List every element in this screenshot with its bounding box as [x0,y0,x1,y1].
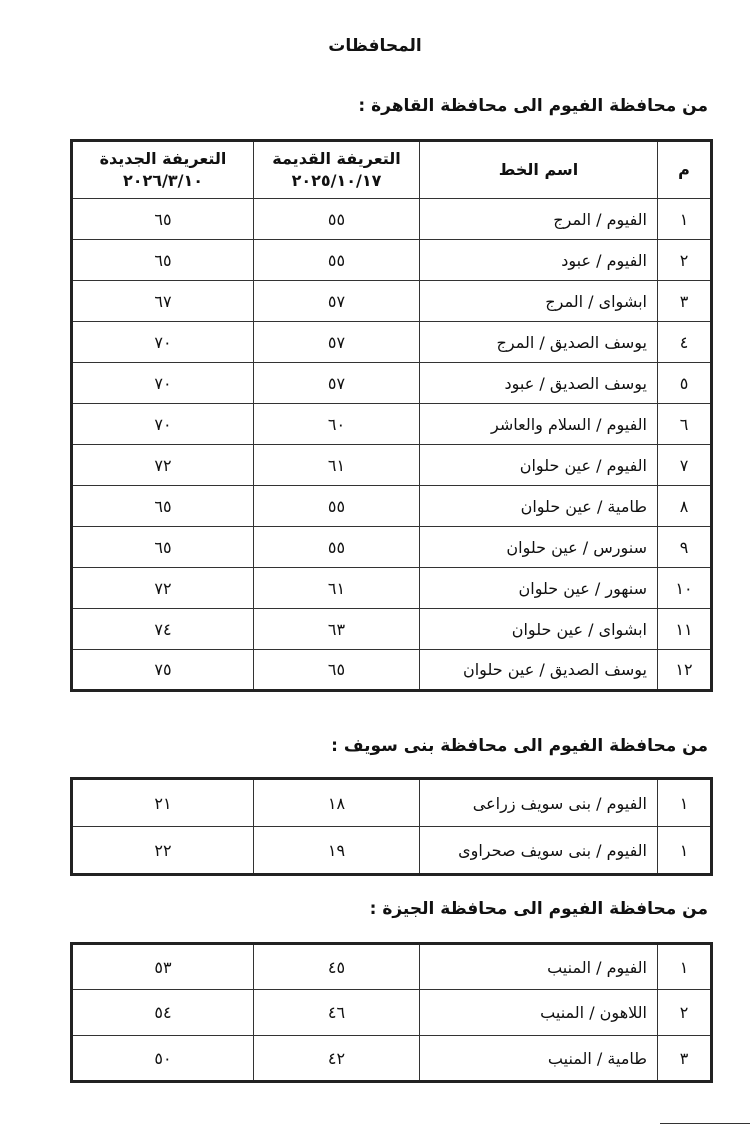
fares-table-cairo [70,139,713,692]
header-line-name: اسم الخط [420,141,658,199]
table-row [72,404,712,445]
row-number: ٩ [658,527,712,568]
header-num: م [658,141,712,199]
table-row [72,486,712,527]
header-old-fare-title: التعريفة القديمة [272,149,401,168]
new-fare: ٥٣ [72,944,254,990]
line-name: يوسف الصديق / عين حلوان [420,650,658,691]
table-row [72,609,712,650]
line-name: الفيوم / المنيب [420,944,658,990]
page-title: المحافظات [328,36,422,56]
new-fare: ٥٠ [72,1036,254,1082]
old-fare: ٦٣ [254,609,420,650]
table-row [72,944,712,990]
new-fare: ٦٥ [72,199,254,240]
line-name: اللاهون / المنيب [420,990,658,1036]
row-number: ١ [658,779,712,827]
old-fare: ٥٧ [254,281,420,322]
row-number: ٦ [658,404,712,445]
new-fare: ٧٥ [72,650,254,691]
header-new-fare-date: ٢٠٢٦/٣/١٠ [122,171,204,190]
old-fare: ٤٢ [254,1036,420,1082]
fares-table-giza [70,942,713,1083]
old-fare: ٦٥ [254,650,420,691]
new-fare: ٦٥ [72,527,254,568]
new-fare: ٧٢ [72,568,254,609]
page-edge-line [660,1123,750,1124]
header-old-fare [254,141,420,199]
line-name: الفيوم / المرج [420,199,658,240]
line-name: يوسف الصديق / عبود [420,363,658,404]
line-name: الفيوم / السلام والعاشر [420,404,658,445]
new-fare: ٢٢ [72,827,254,875]
new-fare: ٦٥ [72,240,254,281]
old-fare: ٥٧ [254,363,420,404]
line-name: الفيوم / بنى سويف صحراوى [420,827,658,875]
row-number: ٥ [658,363,712,404]
old-fare: ٥٥ [254,527,420,568]
line-name: طامية / المنيب [420,1036,658,1082]
old-fare: ٤٦ [254,990,420,1036]
table-row [72,650,712,691]
new-fare: ٧٤ [72,609,254,650]
old-fare: ١٩ [254,827,420,875]
fares-table-beni-suef [70,777,713,876]
old-fare: ٦١ [254,568,420,609]
section-heading-beni-suef: من محافظة الفيوم الى محافظة بنى سويف : [331,736,708,756]
row-number: ٧ [658,445,712,486]
table-row [72,779,712,827]
table-row [72,322,712,363]
old-fare: ٤٥ [254,944,420,990]
row-number: ٢ [658,990,712,1036]
row-number: ٣ [658,1036,712,1082]
table-header-row [72,141,712,199]
row-number: ٣ [658,281,712,322]
old-fare: ٦١ [254,445,420,486]
old-fare: ٥٥ [254,240,420,281]
table-row [72,240,712,281]
old-fare: ٥٧ [254,322,420,363]
old-fare: ٥٥ [254,486,420,527]
line-name: الفيوم / عين حلوان [420,445,658,486]
old-fare: ٦٠ [254,404,420,445]
header-old-fare-date: ٢٠٢٥/١٠/١٧ [291,171,382,190]
section-heading-giza: من محافظة الفيوم الى محافظة الجيزة : [369,899,708,919]
line-name: ابشواى / عين حلوان [420,609,658,650]
row-number: ١١ [658,609,712,650]
old-fare: ١٨ [254,779,420,827]
row-number: ٨ [658,486,712,527]
new-fare: ٧٢ [72,445,254,486]
table-row [72,281,712,322]
row-number: ٤ [658,322,712,363]
line-name: سنهور / عين حلوان [420,568,658,609]
line-name: الفيوم / عبود [420,240,658,281]
table-row [72,990,712,1036]
old-fare: ٥٥ [254,199,420,240]
table-row [72,1036,712,1082]
line-name: طامية / عين حلوان [420,486,658,527]
new-fare: ٢١ [72,779,254,827]
row-number: ١ [658,827,712,875]
row-number: ٢ [658,240,712,281]
new-fare: ٦٧ [72,281,254,322]
header-new-fare-title: التعريفة الجديدة [99,149,227,168]
table-row [72,568,712,609]
table-row [72,199,712,240]
table-row [72,527,712,568]
table-row [72,445,712,486]
line-name: يوسف الصديق / المرج [420,322,658,363]
line-name: سنورس / عين حلوان [420,527,658,568]
line-name: الفيوم / بنى سويف زراعى [420,779,658,827]
new-fare: ٦٥ [72,486,254,527]
row-number: ١ [658,199,712,240]
new-fare: ٥٤ [72,990,254,1036]
new-fare: ٧٠ [72,404,254,445]
table-row [72,827,712,875]
header-new-fare [72,141,254,199]
table-row [72,363,712,404]
row-number: ١٢ [658,650,712,691]
new-fare: ٧٠ [72,363,254,404]
row-number: ١ [658,944,712,990]
row-number: ١٠ [658,568,712,609]
section-heading-cairo: من محافظة الفيوم الى محافظة القاهرة : [358,96,708,116]
new-fare: ٧٠ [72,322,254,363]
line-name: ابشواى / المرج [420,281,658,322]
